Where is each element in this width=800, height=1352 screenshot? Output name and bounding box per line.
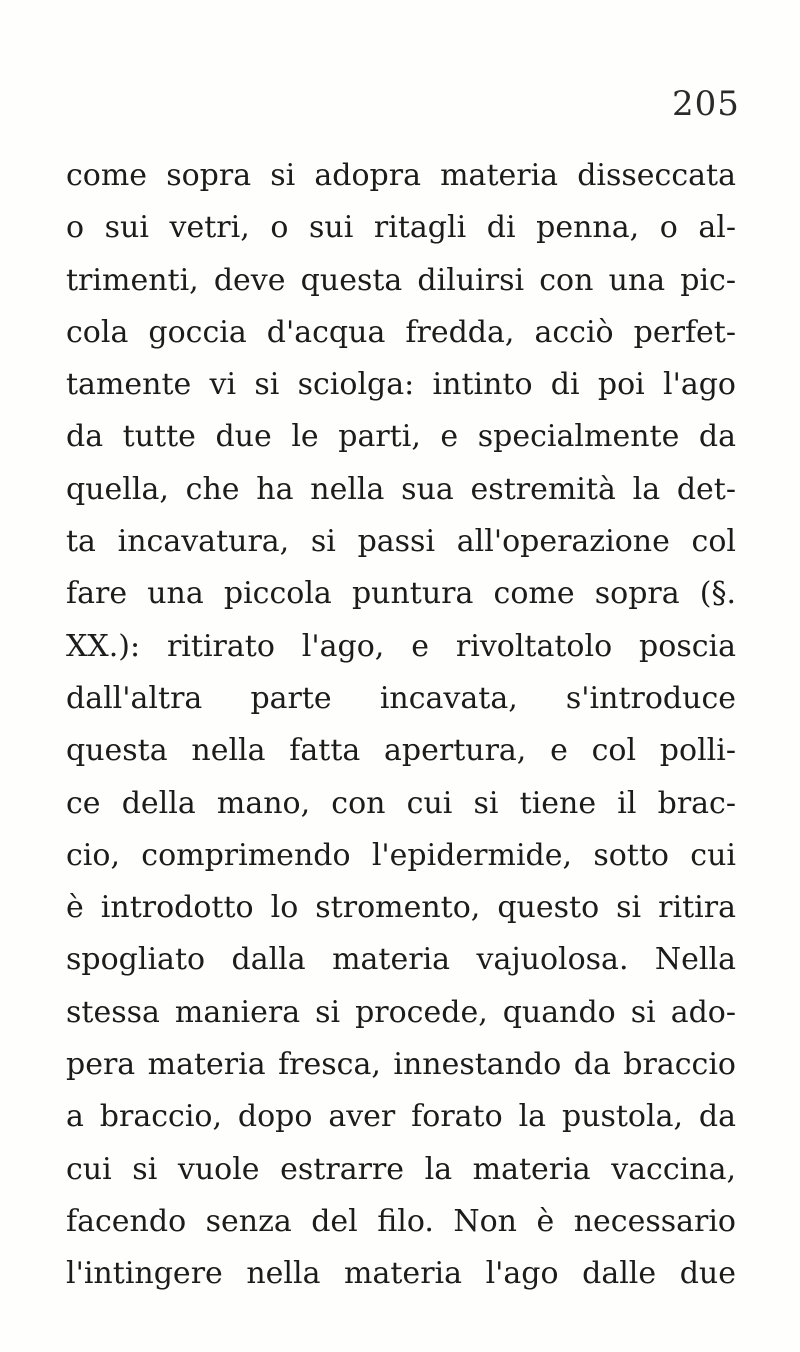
text-line: cola goccia d'acqua fredda, acciò perfet- xyxy=(66,314,736,350)
text-line: fare una piccola puntura come sopra (§. xyxy=(66,576,736,612)
text-line: questa nella fatta apertura, e col polli- xyxy=(66,733,736,769)
text-line: trimenti, deve questa diluirsi con una pic- xyxy=(66,262,736,298)
text-line: l'intingere nella materia l'ago dalle due xyxy=(66,1256,736,1292)
text-line: a braccio, dopo aver forato la pustola, da xyxy=(66,1099,736,1135)
text-line: facendo senza del filo. Non è necessario xyxy=(66,1203,736,1239)
text-line: quella, che ha nella sua estremità la det- xyxy=(66,471,736,507)
text-line: da tutte due le parti, e specialmente da xyxy=(66,419,736,455)
text-line: come sopra si adopra materia disseccata xyxy=(66,158,736,193)
text-line: cui si vuole estrarre la materia vaccina, xyxy=(66,1151,736,1187)
text-line: pera materia fresca, innestando da braccio xyxy=(66,1047,736,1083)
text-line: è introdotto lo stromento, questo si ritira xyxy=(66,890,736,926)
body-text xyxy=(66,150,736,1301)
text-line: XX.): ritirato l'ago, e rivoltatolo poscia xyxy=(66,628,736,664)
page-number: 205 xyxy=(672,84,740,124)
text-line: dall'altra parte incavata, s'introduce xyxy=(66,680,736,716)
text-line: ce della mano, con cui si tiene il brac- xyxy=(66,785,736,821)
text-line: stessa maniera si procede, quando si ado- xyxy=(66,994,736,1030)
text-line: cio, comprimendo l'epidermide, sotto cui xyxy=(66,837,736,873)
text-line: spogliato dalla materia vajuolosa. Nella xyxy=(66,942,736,978)
text-line: tamente vi si sciolga: intinto di poi l'ago xyxy=(66,367,736,403)
text-line: o sui vetri, o sui ritagli di penna, o al- xyxy=(66,210,736,246)
text-line: ta incavatura, si passi all'operazione col xyxy=(66,524,736,560)
